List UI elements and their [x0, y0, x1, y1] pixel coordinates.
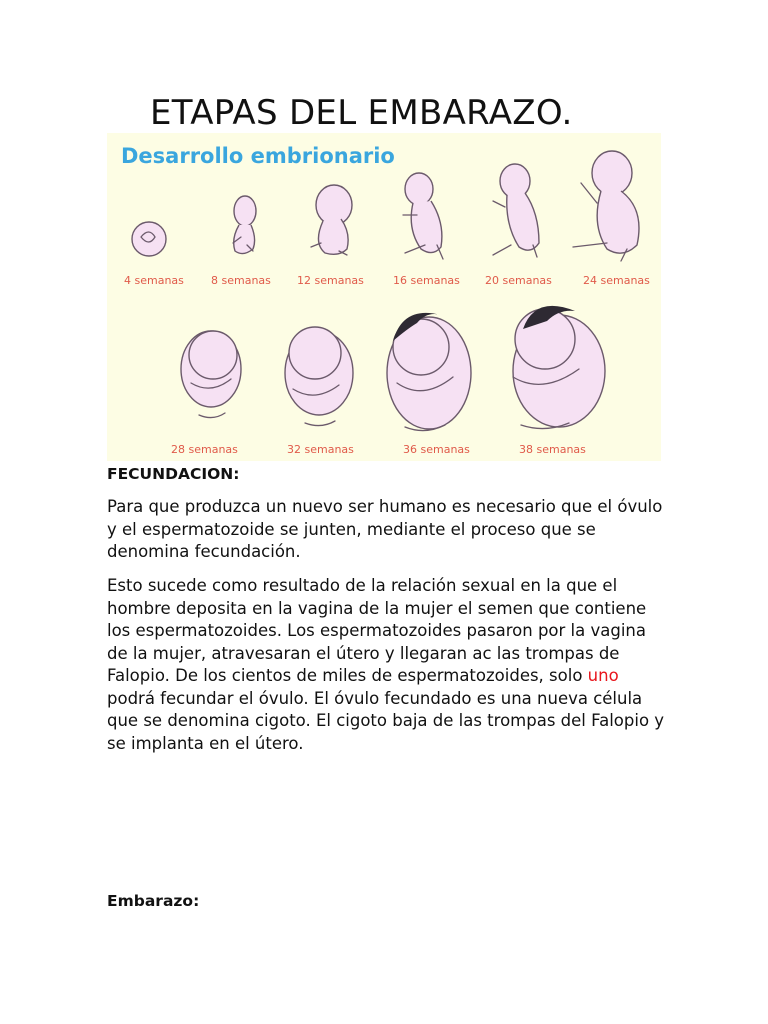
stage-label-24: 24 semanas [583, 274, 650, 287]
embryo-development-figure [107, 133, 661, 461]
paragraph-fecundacion-process [107, 575, 667, 755]
paragraph-text-part1: Esto sucede como resultado de la relación sexual en la que el hombre deposita en la vagina de la mujer el semen que contiene los espermatozoides. Los espermatozoides pasaron por la vagina de la mujer, atravesaran el útero y llegaran ac las trompas de Falopio. De los cientos de miles de espermatozoides, solo [107, 576, 647, 685]
embryo-8-weeks [233, 196, 256, 254]
stage-label-8: 8 semanas [211, 274, 271, 287]
embryo-4-weeks [132, 222, 166, 256]
embryo-28-weeks [181, 331, 241, 418]
embryo-36-weeks [387, 313, 471, 431]
embryo-16-weeks [403, 173, 443, 259]
embryo-20-weeks [493, 164, 539, 257]
stage-label-36: 36 semanas [403, 443, 470, 456]
section-heading-embarazo: Embarazo: [107, 892, 200, 910]
stage-label-12: 12 semanas [297, 274, 364, 287]
embryo-24-weeks [573, 151, 639, 261]
paragraph-fecundacion-intro: Para que produzca un nuevo ser humano es necesario que el óvulo y el espermatozoide se junten, mediante el proceso que se denomina fecundación. [107, 497, 663, 561]
embryo-12-weeks [311, 185, 352, 255]
highlighted-word: uno [587, 666, 619, 685]
stage-label-38: 38 semanas [519, 443, 586, 456]
stage-label-4: 4 semanas [124, 274, 184, 287]
embryo-32-weeks [285, 327, 353, 426]
section-heading-fecundacion: FECUNDACION: [107, 465, 240, 483]
embryo-development-illustration [107, 133, 661, 461]
page-title: ETAPAS DEL EMBARAZO. [150, 93, 573, 133]
stage-label-32: 32 semanas [287, 443, 354, 456]
stage-label-28: 28 semanas [171, 443, 238, 456]
stage-label-16: 16 semanas [393, 274, 460, 287]
stage-label-20: 20 semanas [485, 274, 552, 287]
paragraph-text-part2: podrá fecundar el óvulo. El óvulo fecundado es una nueva célula que se denomina cigoto. El cigoto baja de las trompas del Falopio y se implanta en el útero. [107, 688, 665, 753]
figure-heading: Desarrollo embrionario [121, 144, 395, 168]
embryo-38-weeks [513, 306, 605, 429]
